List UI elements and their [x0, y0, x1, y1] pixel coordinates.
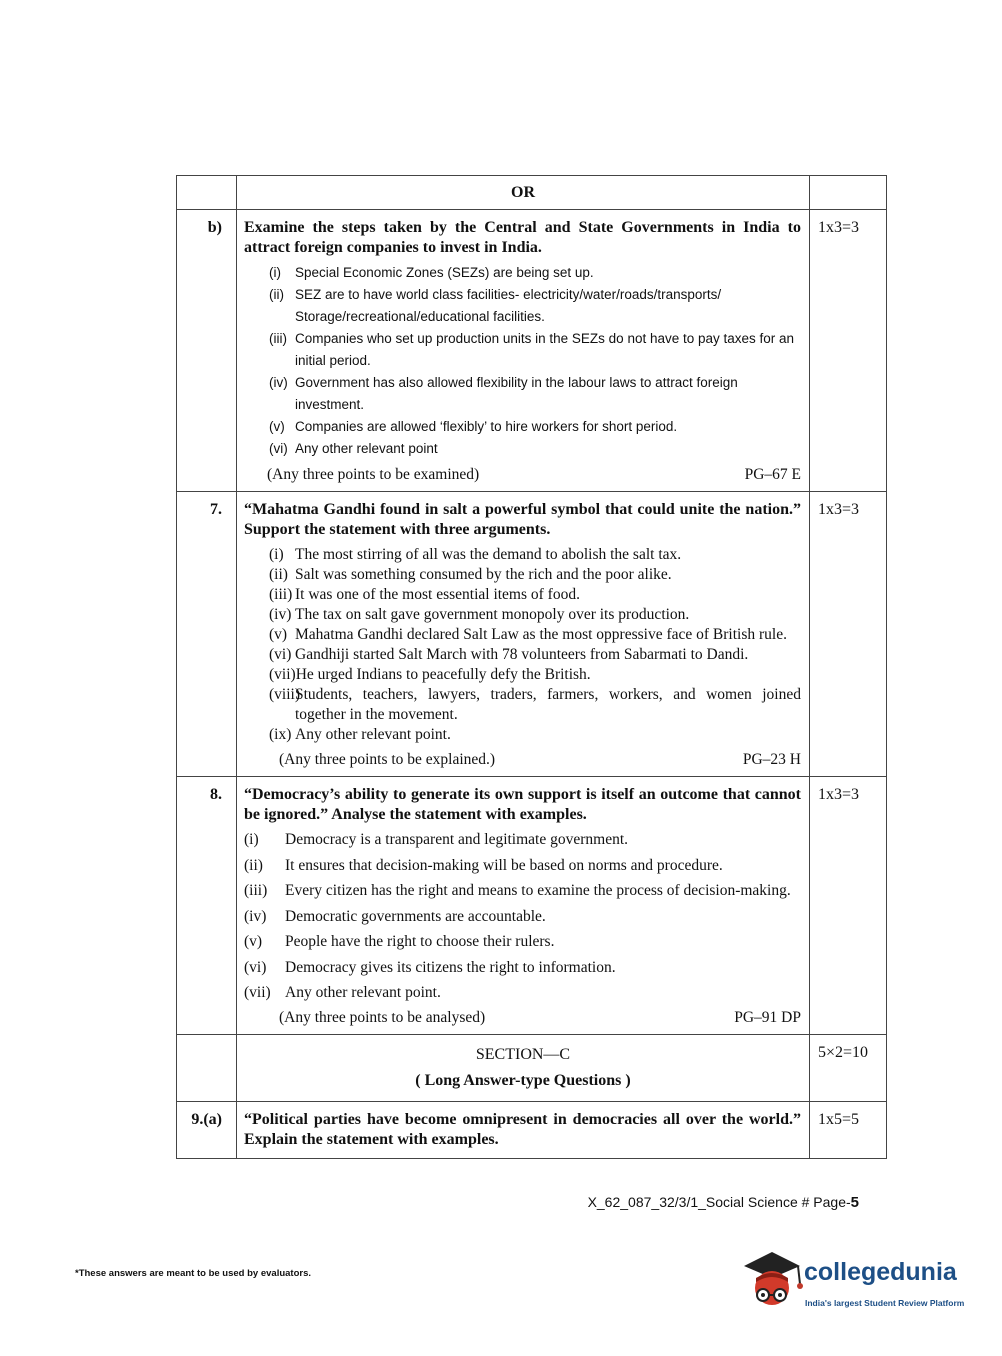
point-numeral: (vi) — [269, 441, 288, 456]
answer-point — [269, 262, 801, 284]
question-number: 9.(a) — [191, 1110, 222, 1128]
page-reference: PG–23 H — [742, 751, 801, 768]
point-text: Gandhiji started Salt March with 78 volunteers from Sabarmati to Dandi. — [295, 646, 749, 663]
question-number: 8. — [210, 786, 222, 803]
page-reference: PG–91 DP — [734, 1008, 801, 1026]
point-text: The tax on salt gave government monopoly over its production. — [295, 606, 690, 623]
point-text: Special Economic Zones (SEZs) are being set up. — [295, 265, 594, 280]
point-text: Any other relevant point. — [295, 726, 451, 743]
answer-point — [269, 284, 801, 328]
point-text: Democratic governments are accountable. — [285, 907, 546, 925]
question-text: “Political parties have become omnipresent in democracies all over the world.” Explain the statement with examples. — [244, 1110, 801, 1148]
answer-footer — [237, 745, 809, 776]
point-text: Government has also allowed flexibility in the labour laws to attract foreign investment. — [295, 375, 738, 412]
point-numeral: (vii) — [269, 666, 296, 683]
question-row-8 — [177, 777, 887, 1035]
point-text: Salt was something consumed by the rich and the poor alike. — [295, 566, 672, 583]
answer-point — [269, 416, 801, 438]
question-text: Examine the steps taken by the Central and State Governments in India to attract foreign companies to invest in India. — [244, 219, 801, 256]
answer-footer — [237, 460, 809, 491]
answer-point — [244, 983, 801, 1003]
answer-point — [269, 725, 801, 745]
point-numeral: (ii) — [269, 566, 288, 583]
answer-point — [244, 856, 801, 876]
answer-table — [176, 175, 887, 1159]
point-text: Any other relevant point. — [285, 984, 441, 1001]
marks: 1x5=5 — [818, 1110, 860, 1128]
point-numeral: (ii) — [269, 287, 284, 302]
answer-point — [269, 585, 801, 605]
point-text: Mahatma Gandhi declared Salt Law as the most oppressive face of British rule. — [295, 626, 787, 643]
point-text: He urged Indians to peacefully defy the British. — [295, 666, 591, 683]
point-text: SEZ are to have world class facilities- electricity/water/roads/transports/ Storage/recreational/educational facilities. — [295, 287, 722, 324]
answer-point — [269, 685, 801, 725]
answer-point — [269, 328, 801, 372]
brand-name: collegedunia — [804, 1258, 957, 1286]
section-title: SECTION—C — [475, 1045, 571, 1063]
point-numeral: (ii) — [244, 856, 263, 874]
marks: 1x3=3 — [818, 219, 860, 236]
point-numeral: (iii) — [269, 586, 293, 603]
brand-tagline: India's largest Student Review Platform — [805, 1298, 965, 1308]
answer-points — [237, 262, 809, 460]
answer-point — [244, 907, 801, 927]
point-numeral: (iv) — [244, 907, 267, 925]
answer-point — [244, 958, 801, 978]
point-text: Companies who set up production units in the SEZs do not have to pay taxes for an initial period. — [295, 331, 795, 368]
point-numeral: (v) — [269, 626, 288, 643]
point-text: Democracy is a transparent and legitimate government. — [285, 831, 629, 848]
marks: 5×2=10 — [818, 1043, 869, 1061]
marks: 1x3=3 — [818, 786, 860, 803]
point-text: The most stirring of all was the demand to abolish the salt tax. — [295, 546, 682, 563]
point-numeral: (iv) — [269, 606, 292, 623]
answer-point — [269, 372, 801, 416]
section-heading — [237, 1035, 809, 1101]
question-text: “Mahatma Gandhi found in salt a powerful symbol that could unite the nation.” Support the statement with three arguments. — [244, 501, 801, 538]
point-text: It ensures that decision-making will be based on norms and procedure. — [285, 856, 723, 874]
question-row-6b — [177, 210, 887, 492]
point-text: It was one of the most essential items of food. — [295, 586, 580, 603]
marking-note: (Any three points to be examined) — [267, 466, 480, 483]
answer-point — [269, 645, 801, 665]
page-reference: PG–67 E — [744, 466, 801, 483]
answer-footer — [237, 1009, 809, 1034]
marking-note: (Any three points to be analysed) — [279, 1008, 486, 1026]
point-text: Every citizen has the right and means to examine the process of decision-making. — [285, 882, 791, 899]
section-subtitle: ( Long Answer-type Questions ) — [415, 1071, 631, 1089]
answer-point — [269, 665, 801, 685]
page-id: X_62_087_32/3/1_Social Science # Page-5 — [587, 1194, 859, 1211]
point-numeral: (v) — [269, 419, 285, 434]
footnote: *These answers are meant to be used by evaluators. — [75, 1268, 312, 1279]
point-numeral: (vii) — [244, 984, 271, 1001]
point-numeral: (iv) — [269, 375, 288, 390]
question-row-7 — [177, 492, 887, 777]
question-number: b) — [207, 219, 222, 236]
answer-point — [244, 881, 801, 901]
section-row — [177, 1034, 887, 1101]
point-numeral: (iii) — [269, 331, 287, 346]
point-text: People have the right to choose their rulers. — [285, 933, 555, 950]
answer-points — [237, 830, 809, 1003]
point-text: Students, teachers, lawyers, traders, farmers, workers, and women joined together in the movement. — [295, 686, 801, 723]
answer-point — [269, 605, 801, 625]
answer-point — [244, 932, 801, 952]
answer-point — [244, 830, 801, 850]
point-numeral: (i) — [244, 831, 259, 848]
answer-point — [269, 438, 801, 460]
marking-note: (Any three points to be explained.) — [279, 751, 496, 768]
point-numeral: (ix) — [269, 726, 292, 743]
question-row-9a — [177, 1101, 887, 1158]
answer-points — [237, 545, 809, 745]
point-numeral: (v) — [244, 933, 263, 950]
marks: 1x3=3 — [818, 501, 860, 518]
point-numeral: (i) — [269, 546, 284, 563]
or-row — [177, 176, 887, 210]
point-numeral: (i) — [269, 265, 281, 280]
page-number: 5 — [850, 1194, 859, 1211]
answer-point — [269, 545, 801, 565]
point-text: Democracy gives its citizens the right to information. — [285, 958, 616, 976]
point-numeral: (iii) — [244, 882, 268, 899]
point-numeral: (vi) — [244, 958, 267, 976]
point-text: Any other relevant point — [295, 441, 438, 456]
answer-point — [269, 625, 801, 645]
point-numeral: (vi) — [269, 646, 292, 663]
or-label: OR — [511, 184, 535, 201]
point-text: Companies are allowed ‘flexibly’ to hire workers for short period. — [295, 419, 678, 434]
answer-point — [269, 565, 801, 585]
question-number: 7. — [210, 501, 222, 518]
question-text: “Democracy’s ability to generate its own support is itself an outcome that cannot be ignored.” Analyse the statement with examples. — [244, 786, 801, 823]
point-numeral: (viii) — [269, 686, 300, 703]
